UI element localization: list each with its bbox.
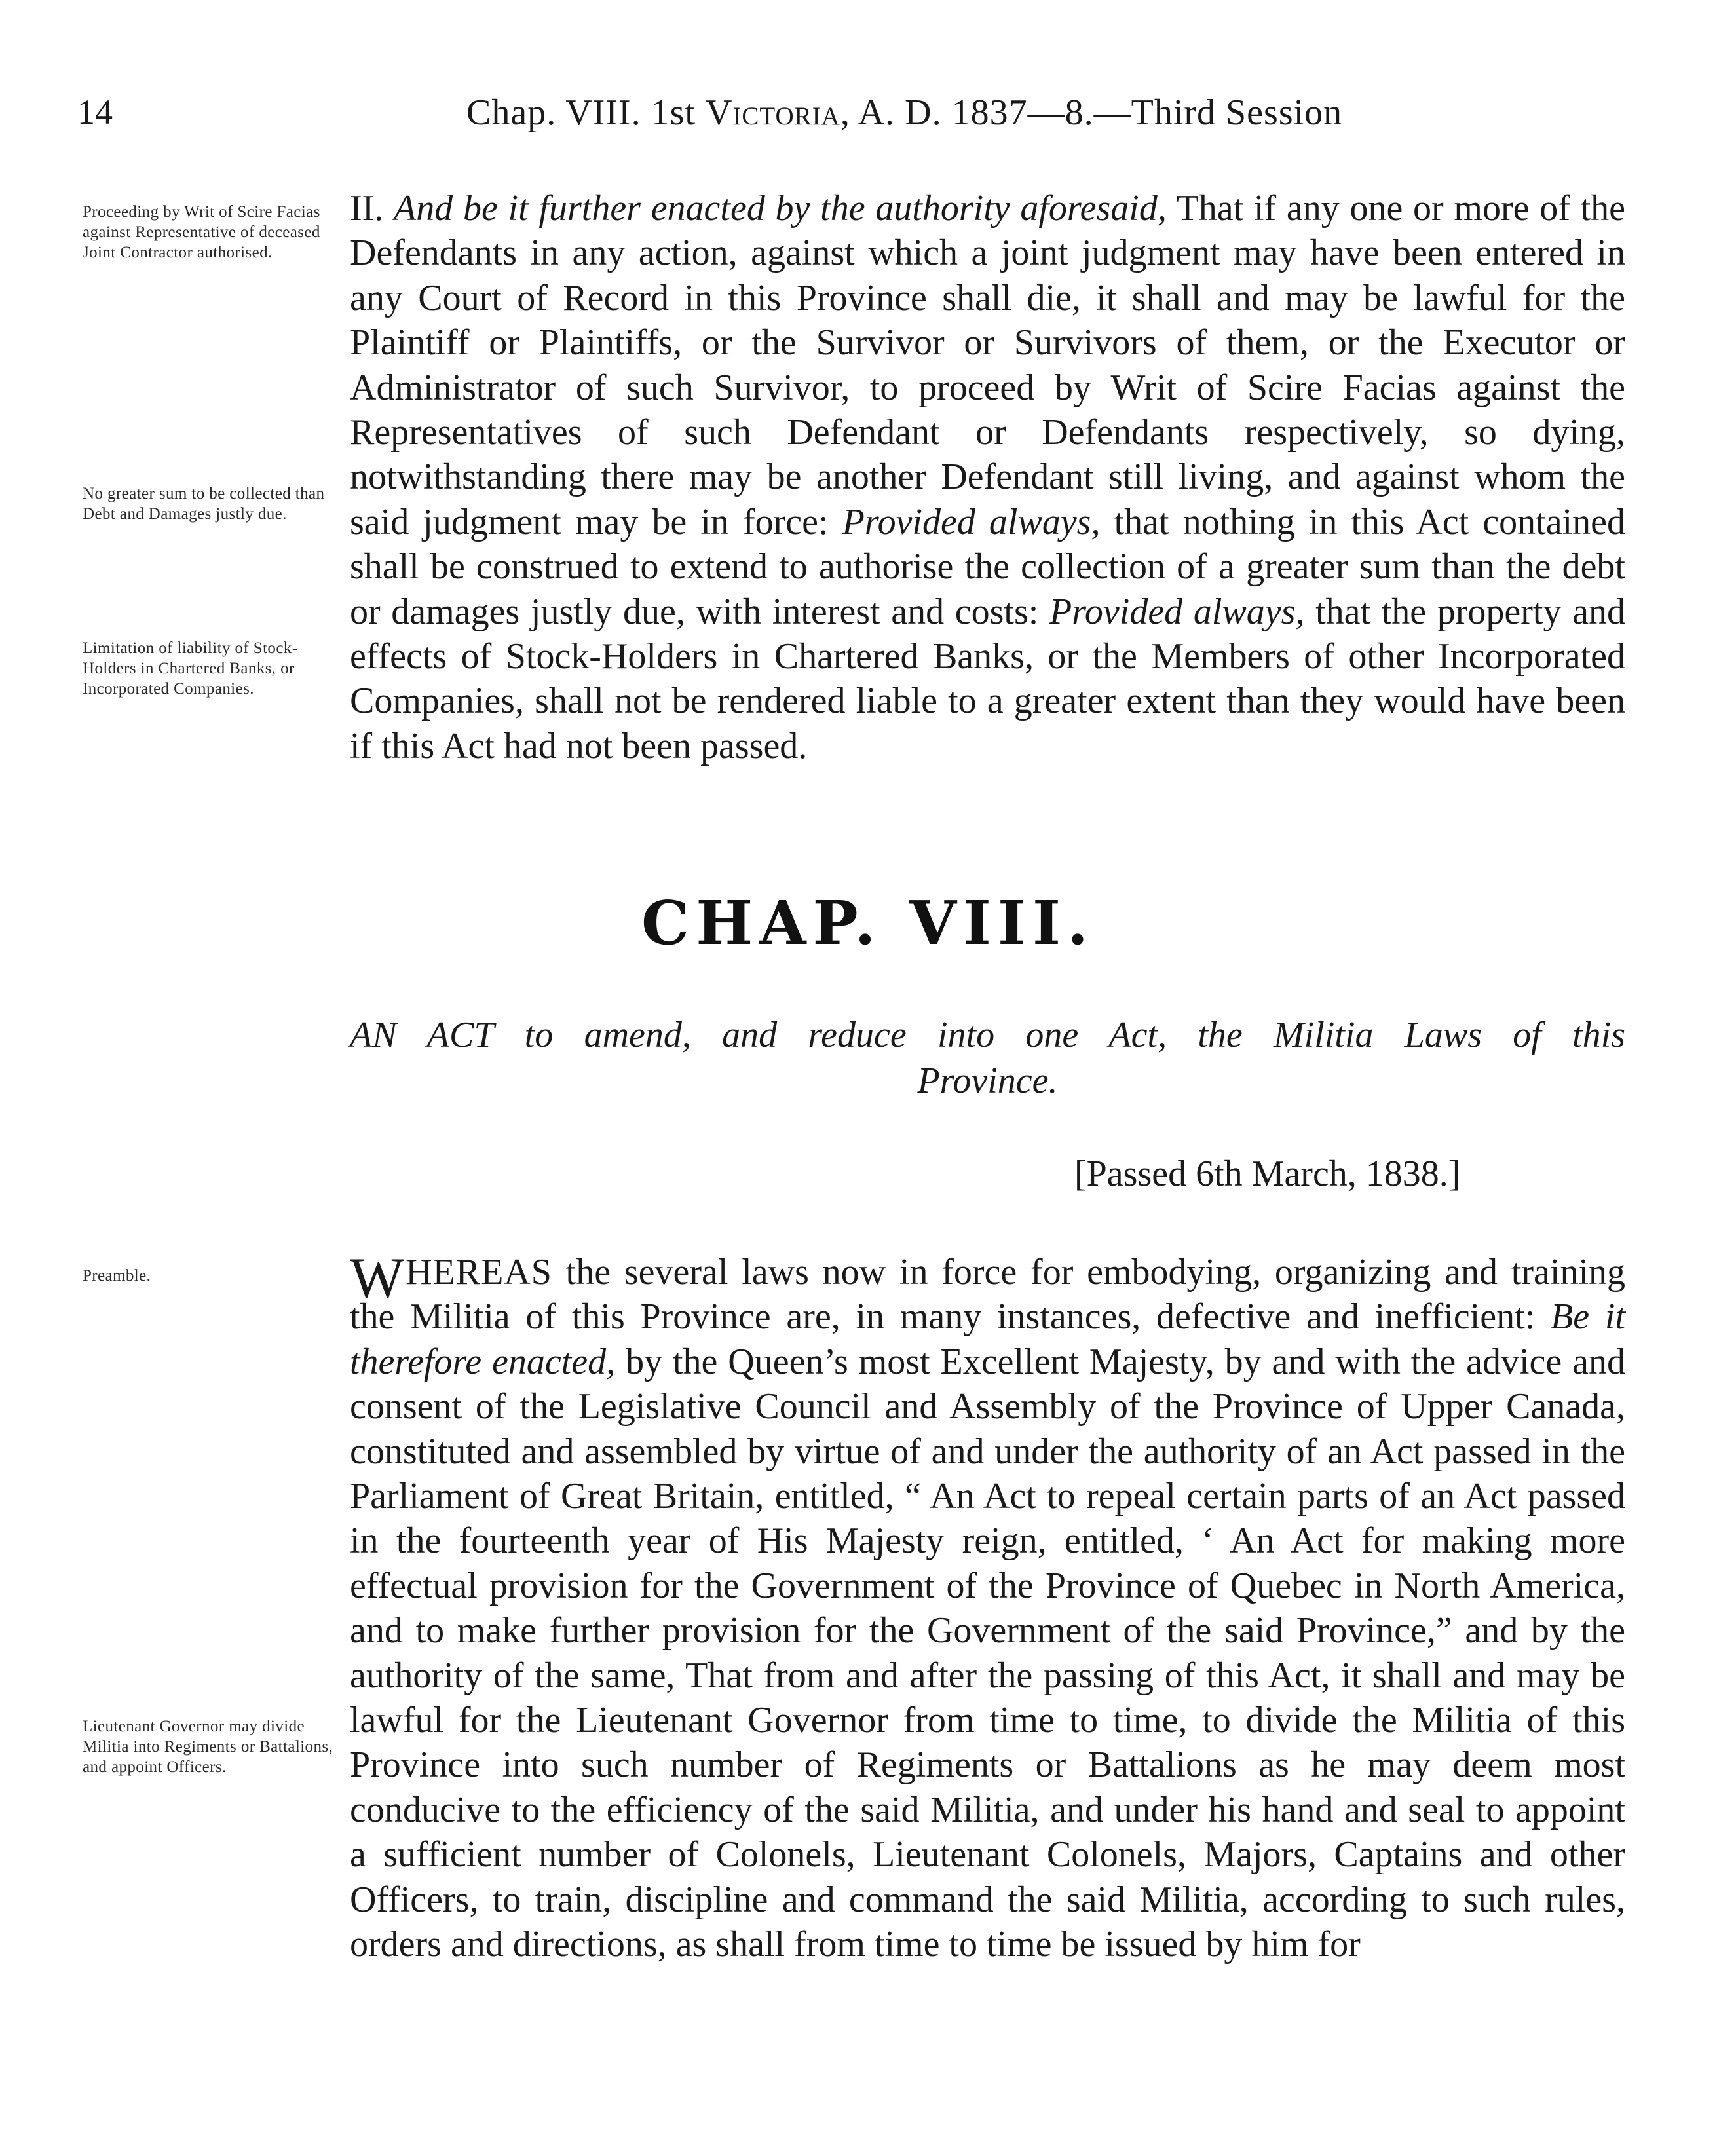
side-note-greater-sum: No greater sum to be collected than Debt and Damages justly due. — [83, 485, 325, 523]
act-title-line-2: Province. — [917, 1061, 1058, 1101]
enacting-clause: And be it further enacted by the authority aforesaid, — [394, 188, 1167, 229]
running-head-victoria: Victoria — [705, 92, 840, 133]
preamble — [350, 1247, 1625, 1967]
side-note-lieutenant-governor: Lieutenant Governor may divide Militia into Regiments or Battalions, and appoint Officers. — [83, 1718, 333, 1776]
running-head-suffix: , A. D. 1837—8.—Third Session — [840, 92, 1343, 133]
side-note-stockholders: Limitation of liability of Stock-Holders in Chartered Banks, or Incorporated Companies. — [83, 639, 298, 698]
preamble-text-b: by the Queen’s most Excellent Majesty, by and with the advice and consent of the Legislative Council and Assembly of the Province of Upper Canada, constituted and assembled by virtue of and under the authority of an Act passed in the Parliament of Great Britain, entitled, “ An Act to repeal certain parts of an Act passed in the fourteenth year of His Majesty reign, entitled, ‘ An Act for making more effectual provision for the Government of the Province of Quebec in North America, and to make further provision for the Government of the said Province,” and by the authority of the same, That from and after the passing of this Act, it shall and may be lawful for the Lieutenant Governor from time to time, to divide the Militia of this Province into such number of Regiments or Battalions as he may deem most conducive to the efficiency of the said Militia, and under his hand and seal to appoint a sufficient number of Colonels, Lieutenant Colonels, Majors, Captains and other Officers, to train, discipline and command the said Militia, according to such rules, orders and directions, as shall from time to time be issued by him for — [350, 1341, 1625, 1965]
act-title — [350, 1012, 1625, 1104]
section-2-text-b: that nothing in this Act contained shall be construed to extend to authorise the collection of a greater sum than the debt or damages justly due, with interest and costs: — [350, 501, 1625, 632]
act-title-line-1: AN ACT to amend, and reduce into one Act, the Militia Laws of this — [350, 1015, 1625, 1055]
page-header — [77, 92, 1636, 144]
enacting-formula: Be it therefore enacted, — [350, 1296, 1625, 1382]
running-head — [466, 92, 1342, 134]
page-number: 14 — [77, 92, 113, 132]
section-number: II. — [350, 188, 384, 229]
section-2-text-c: that the property and effects of Stock-Holders in Chartered Banks, or the Members of other Incorporated Companies, shall not be rendered liable to a greater extent than they would have been if this Act had not been passed. — [350, 591, 1626, 766]
preamble-head: HEREAS — [406, 1252, 552, 1292]
section-2 — [350, 186, 1625, 768]
drop-cap: W — [350, 1247, 405, 1310]
proviso-1: Provided always, — [842, 501, 1101, 542]
running-head-prefix: Chap. VIII. 1st — [466, 92, 706, 133]
chapter-title: CHAP. VIII. — [641, 888, 1095, 958]
side-note-preamble: Preamble. — [83, 1267, 151, 1285]
section-2-paragraph — [350, 186, 1625, 768]
passed-date: [Passed 6th March, 1838.] — [1074, 1154, 1461, 1194]
section-2-text-a: That if any one or more of the Defendants in any action, against which a joint judgment may have been entered in any Court of Record in this Province shall die, it shall and may be lawful for the Plaintiff or Plaintiffs, or the Survivor or Survivors of them, or the Executor or Administrator of such Survivor, to proceed by Writ of Scire Facias against the Representatives of such Defendant or Defendants respectively, so dying, notwithstanding there may be another Defendant still living, and against whom the said judgment may be in force: — [350, 188, 1626, 542]
side-note-scire-facias: Proceeding by Writ of Scire Facias against Representative of deceased Joint Contractor authorised. — [83, 203, 320, 261]
proviso-2: Provided always, — [1049, 591, 1305, 632]
preamble-text-a: the several laws now in force for embodying, organizing and training the Militia of this Province are, in many instances, defective and inefficient: — [350, 1252, 1625, 1338]
preamble-paragraph — [350, 1247, 1625, 1967]
